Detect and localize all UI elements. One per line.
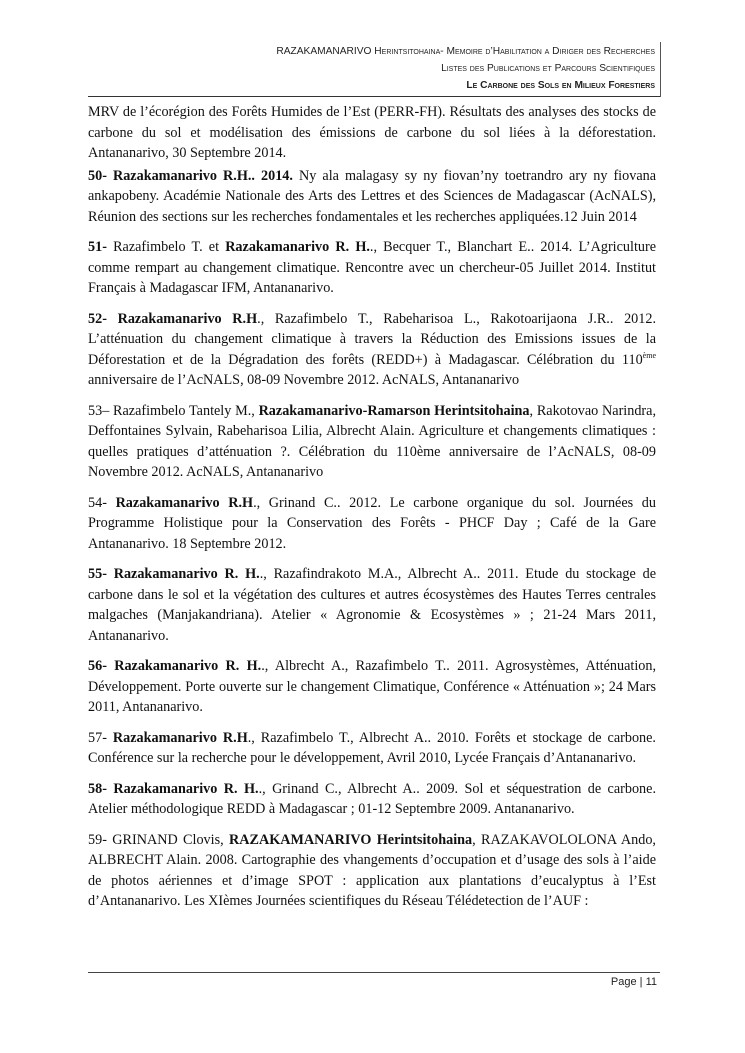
entry-bold-text: Razakamanarivo R.H (112, 729, 248, 746)
publication-entry (88, 564, 656, 646)
entry-superscript: ème (642, 350, 656, 360)
page-number: 11 (645, 976, 657, 988)
entry-bold-text: 52- Razakamanarivo R.H (88, 310, 258, 327)
entry-text: , RAZAKAVOLOLONA Ando, ALBRECHT Alain. 2008. Cartographie des vhangements d’occupation et d’usage des sols à l’aide de photos aériennes et d’image SPOT : application aux plantations d’eucalyptus à l’Est d’Antananarivo. Les XIèmes Journées scientifiques du Réseau Télédetection de l’AUF : (88, 831, 656, 909)
entry-text: , Rakotovao Narindra, Deffontaines Sylvain, Rabeharisoa Lilia, Albrecht Alain. Agriculture et changements climatiques : quelles pratiques d’atténuation ?. Célébration du 110ème anniversaire de l’AcNALS, 08-09 Novembre 2012. AcNALS, Antananarivo (88, 402, 656, 480)
header-rule (88, 96, 660, 97)
publication-entry (88, 493, 656, 555)
entry-text: ., Razafimbelo T., Albrecht A.. 2010. Forêts et stockage de carbone. Conférence sur la recherche pour le développement, Avril 2010, Lycée Français d’Antananarivo. (88, 729, 656, 766)
publication-entry (88, 830, 656, 912)
page-separator: | (639, 976, 643, 988)
entry-text: 59- GRINAND Clovis, (88, 831, 230, 848)
entry-bold-text: 56- Razakamanarivo R. H. (88, 658, 262, 674)
entry-text: ., Becquer T., Blanchart E.. 2014. L’Agriculture comme rempart au changement climatique. Rencontre avec un chercheur-05 Juillet 2014. Institut Français à Madagascar IFM, Antananarivo. (88, 239, 656, 296)
publication-entry (88, 237, 656, 299)
entry-bold-text: Razakamanarivo R. H. (225, 239, 370, 255)
entry-text: ., Grinand C.. 2012. Le carbone organique du sol. Journées du Programme Holistique pour la Conservation des Forêts - PHCF Day ; Café de la Gare Antananarivo. 18 Septembre 2012. (88, 494, 656, 552)
header-chapter-line: Le Carbone des Sols en Milieux Forestiers (466, 80, 655, 91)
entry-text: 54- (88, 494, 116, 511)
entry-text: Razafimbelo T. et (106, 239, 226, 255)
entry-text: MRV de l’écorégion des Forêts Humides de l’Est (PERR-FH). Résultats des analyses des stocks de carbone du sol et modélisation des émissions de carbone du sol liées à la déforestation. Antananarivo, 30 Septembre 2014. (88, 104, 656, 161)
entry-bold-text: 55- Razakamanarivo R. H. (88, 566, 260, 582)
entry-text: ., Razafindrakoto M.A., Albrecht A.. 2011. Etude du stockage de carbone dans le sol et la végétation des cultures et autres écosystèmes des Hautes Terres centrales malgaches (Manjakandriana). Atelier « Agronomie & Ecosystèmes » ; 21-24 Mars 2011, Antananarivo. (88, 566, 656, 644)
publication-entry-continued (88, 102, 656, 164)
entry-bold-text: Razakamanarivo-Ramarson Herintsitohaina (258, 402, 530, 419)
entry-text: 53– Razafimbelo Tantely M., (88, 402, 259, 419)
entry-bold-text: Razakamanarivo R.H (115, 494, 254, 511)
footer-rule (88, 972, 660, 973)
header-section-line: Listes des Publications et Parcours Scientifiques (441, 63, 655, 74)
publication-entry (88, 401, 656, 483)
publication-entry (88, 309, 656, 391)
running-header (88, 42, 661, 97)
publication-entry (88, 728, 656, 769)
entry-text: ., Razafimbelo T., Rabeharisoa L., Rakotoarijaona J.R.. 2012. L’atténuation du changement climatique à travers la Réduction des Emissions issues de la Déforestation et de la Dégradation des forêts (REDD+) à Madagascar. Célébration du 110 (88, 310, 657, 368)
publication-entry (88, 779, 656, 820)
entry-bold-text: 50- Razakamanarivo R.H.. 2014. (88, 167, 293, 184)
entry-text: anniversaire de l’AcNALS, 08-09 Novembre 2012. AcNALS, Antananarivo (88, 372, 520, 388)
header-title-line: RAZAKAMANARIVO Herintsitohaina- Memoire d’Habilitation a Diriger des Recherches (276, 46, 655, 57)
publication-list (88, 102, 656, 922)
entry-text: ., Albrecht A., Razafimbelo T.. 2011. Agrosystèmes, Atténuation, Développement. Porte ouverte sur le changement Climatique, Conférence « Atténuation »; 24 Mars 2011, Antananarivo. (88, 658, 656, 715)
entry-bold-text: RAZAKAMANARIVO Herintsitohaina (229, 831, 473, 848)
entry-bold-text: 58- Razakamanarivo R. H. (88, 780, 259, 797)
publication-entry (88, 166, 656, 228)
page-footer (611, 976, 657, 988)
entry-bold-text: 51- (88, 239, 107, 255)
entry-text: Ny ala malagasy sy ny fiovan’ny toetrandro ary ny fiovana ankapobeny. Académie Nationale des Arts des Lettres et des Sciences de Madagascar (AcNALS), Réunion des sections sur les recherches fondamentales et les recherches appliquées.12 Juin 2014 (88, 167, 657, 225)
publication-entry (88, 656, 656, 718)
page-label: Page (610, 976, 637, 988)
entry-text: ., Grinand C., Albrecht A.. 2009. Sol et séquestration de carbone. Atelier méthodologique REDD à Madagascar ; 01-12 Septembre 2009. Antananarivo. (88, 780, 656, 817)
entry-text: 57- (88, 729, 113, 746)
